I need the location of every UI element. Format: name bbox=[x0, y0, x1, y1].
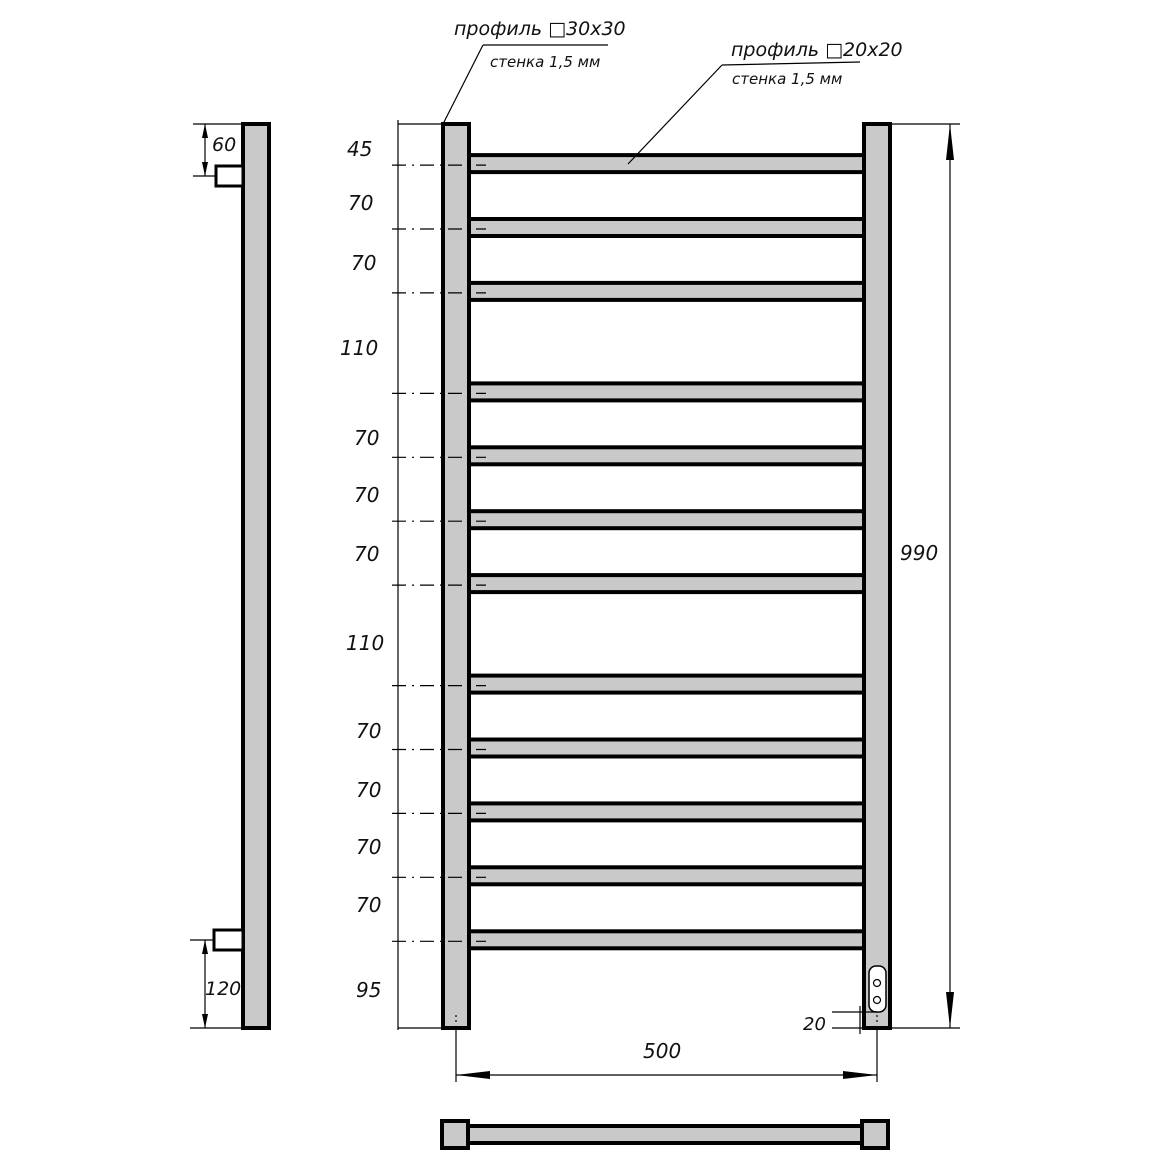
rung bbox=[469, 867, 864, 884]
spacing-label: 70 bbox=[351, 251, 377, 275]
main-profile-leader bbox=[443, 45, 483, 124]
side-view bbox=[190, 124, 269, 1028]
main-profile-wall-label: стенка 1,5 мм bbox=[490, 53, 601, 71]
rung bbox=[469, 219, 864, 236]
spacing-label: 70 bbox=[354, 426, 380, 450]
plug-pin bbox=[874, 980, 881, 987]
heater-plug bbox=[869, 966, 886, 1012]
spacing-label: 70 bbox=[354, 542, 380, 566]
front-view bbox=[340, 18, 960, 1082]
top-view-left-post bbox=[442, 1121, 468, 1148]
arrow bbox=[202, 162, 208, 176]
width-dimension: 500 bbox=[643, 1039, 682, 1063]
plug-offset-dimension: 20 bbox=[803, 1014, 826, 1035]
right-post bbox=[864, 124, 890, 1028]
arrow bbox=[202, 124, 208, 138]
arrow bbox=[946, 992, 954, 1028]
rung bbox=[469, 575, 864, 592]
spacing-labels bbox=[340, 137, 384, 1002]
side-view-bottom-bracket bbox=[214, 930, 243, 950]
rung-profile-label: профиль □20х20 bbox=[731, 39, 903, 61]
spacing-label: 45 bbox=[347, 137, 373, 161]
arrow bbox=[456, 1071, 490, 1079]
arrow bbox=[843, 1071, 877, 1079]
top-view-rung bbox=[465, 1126, 865, 1143]
rung bbox=[469, 383, 864, 400]
side-view-top-bracket bbox=[216, 166, 243, 186]
spacing-label: 70 bbox=[356, 778, 382, 802]
rung bbox=[469, 740, 864, 757]
rung bbox=[469, 511, 864, 528]
spacing-label: 70 bbox=[356, 835, 382, 859]
rung bbox=[469, 283, 864, 300]
rung-profile-shelf bbox=[722, 62, 860, 65]
spacing-label: 70 bbox=[354, 483, 380, 507]
top-view-right-post bbox=[862, 1121, 888, 1148]
arrow bbox=[202, 940, 208, 954]
side-view-post bbox=[243, 124, 269, 1028]
rung-profile-leader bbox=[628, 65, 722, 164]
side-top-dimension: 60 bbox=[212, 134, 237, 156]
top-view bbox=[442, 1121, 888, 1148]
arrow bbox=[946, 124, 954, 160]
spacing-label: 70 bbox=[348, 191, 374, 215]
rung bbox=[469, 447, 864, 464]
spacing-label: 70 bbox=[356, 719, 382, 743]
total-height-dimension: 990 bbox=[900, 541, 939, 565]
spacing-label: 110 bbox=[346, 631, 385, 655]
rung bbox=[469, 931, 864, 948]
rung bbox=[469, 803, 864, 820]
rung bbox=[469, 676, 864, 693]
side-bottom-dimension: 120 bbox=[205, 978, 242, 1000]
plug-pin bbox=[874, 997, 881, 1004]
rung bbox=[469, 155, 864, 172]
spacing-label: 95 bbox=[356, 978, 382, 1002]
spacing-label: 70 bbox=[356, 893, 382, 917]
left-post bbox=[443, 124, 469, 1028]
arrow bbox=[202, 1014, 208, 1028]
rung-profile-wall-label: стенка 1,5 мм bbox=[732, 70, 843, 88]
rungs bbox=[469, 155, 864, 948]
spacing-label: 110 bbox=[340, 336, 379, 360]
main-profile-label: профиль □30х30 bbox=[454, 18, 626, 40]
